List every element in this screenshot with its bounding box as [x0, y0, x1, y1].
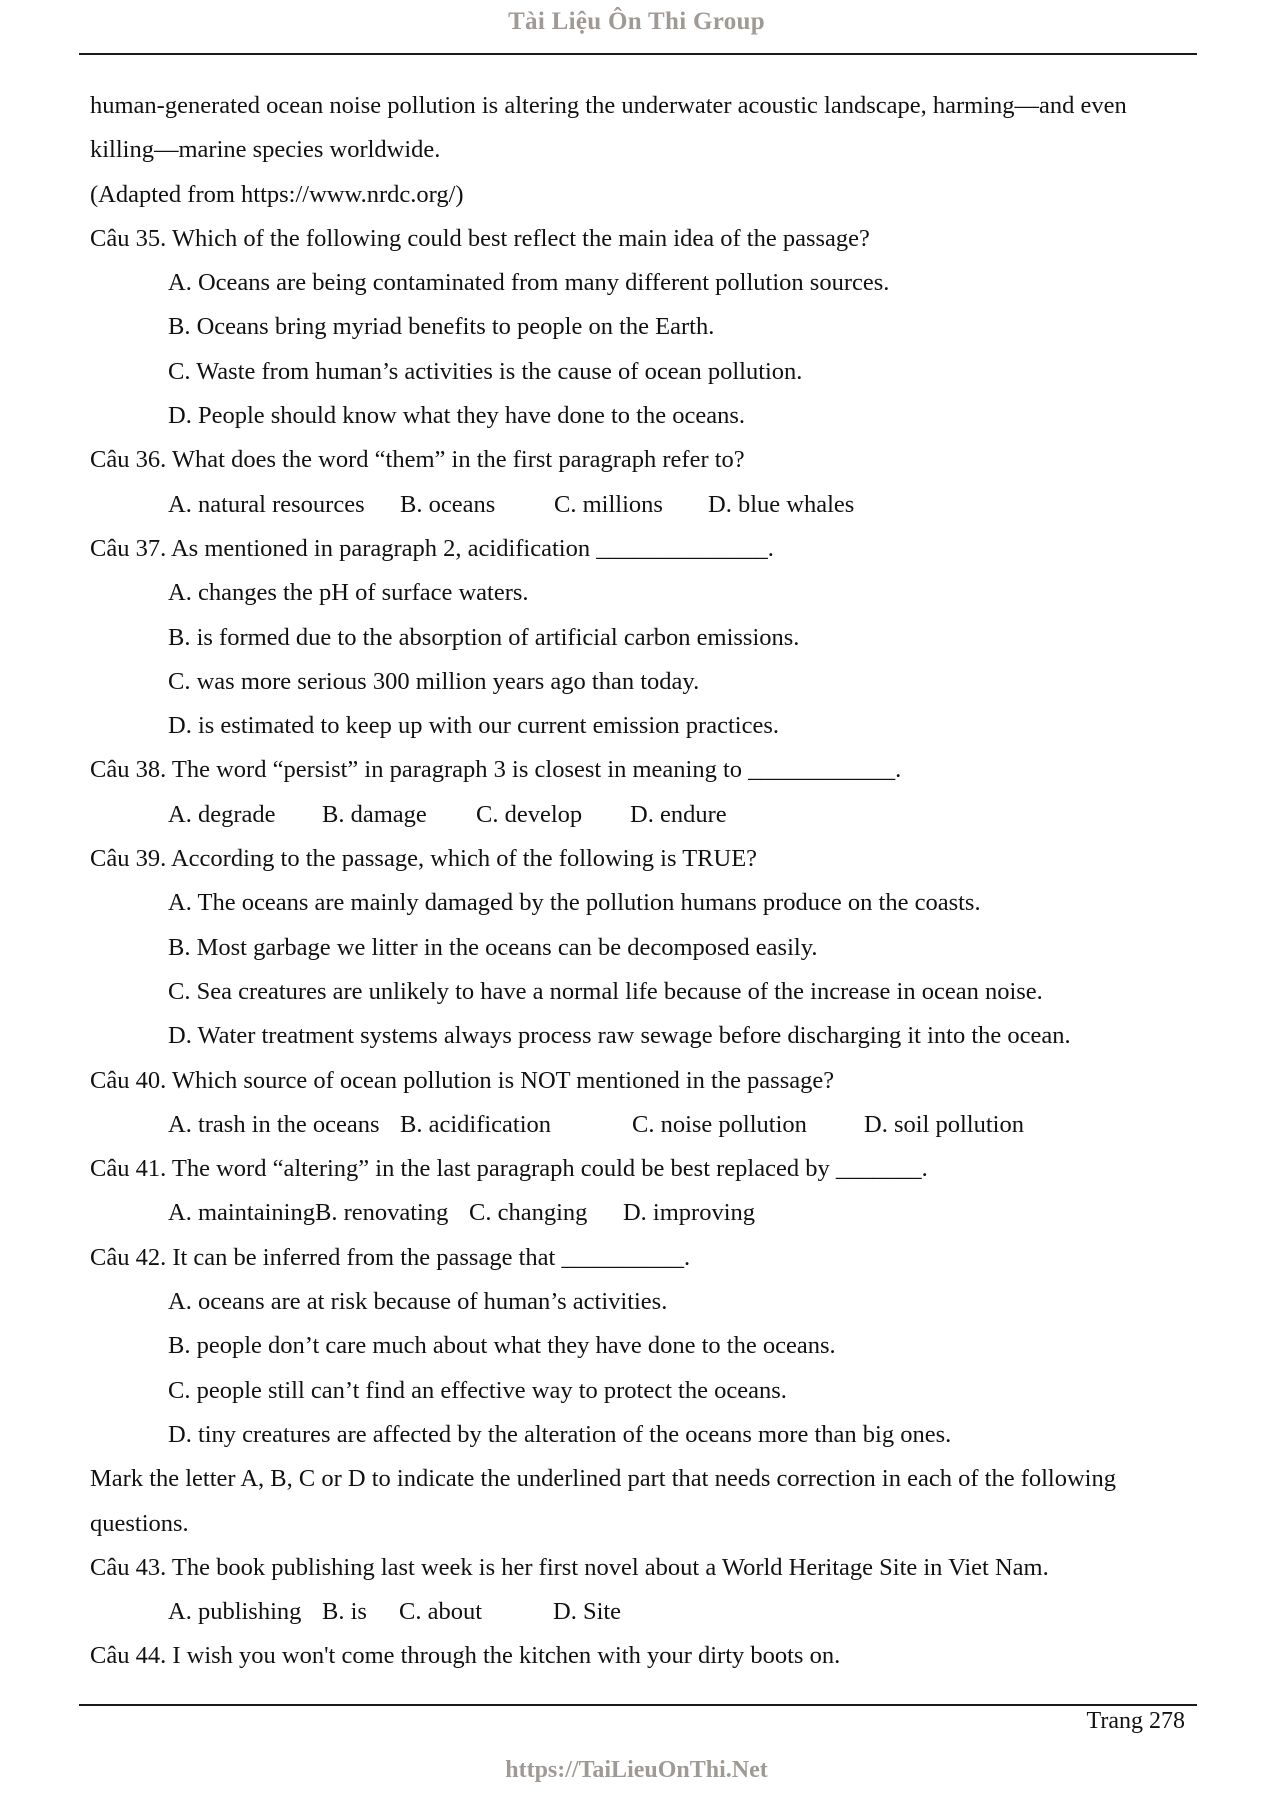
question-38-stem: Câu 38. The word “persist” in paragraph 3 is closest in meaning to ____________. [90, 756, 902, 784]
question-43-option-a: A. publishing [168, 1598, 302, 1626]
question-36-stem: Câu 36. What does the word “them” in the first paragraph refer to? [90, 446, 745, 474]
question-42-option-c: C. people still can’t find an effective way to protect the oceans. [168, 1376, 787, 1404]
question-41-option-a: A. maintaining [168, 1199, 315, 1227]
question-35-option-c: C. Waste from human’s activities is the cause of ocean pollution. [168, 357, 803, 385]
question-39-option-c: C. Sea creatures are unlikely to have a normal life because of the increase in ocean noise. [168, 977, 1043, 1005]
document-body [90, 84, 1190, 1679]
section-instruction: questions. [90, 1509, 189, 1537]
footer-divider [79, 1704, 1197, 1706]
question-40-option-a: A. trash in the oceans [168, 1110, 380, 1138]
header-divider [79, 53, 1197, 55]
question-43-stem: Câu 43. The book publishing last week is her first novel about a World Heritage Site in Viet Nam. [90, 1553, 1049, 1581]
question-39-option-b: B. Most garbage we litter in the oceans can be decomposed easily. [168, 933, 818, 961]
passage-source: (Adapted from https://www.nrdc.org/) [90, 180, 464, 208]
question-37-option-b: B. is formed due to the absorption of artificial carbon emissions. [168, 623, 800, 651]
question-35-stem: Câu 35. Which of the following could best reflect the main idea of the passage? [90, 224, 870, 252]
question-35-option-d: D. People should know what they have done to the oceans. [168, 402, 745, 430]
question-37-option-d: D. is estimated to keep up with our current emission practices. [168, 712, 779, 740]
question-41-option-b: B. renovating [314, 1199, 449, 1227]
question-40-stem: Câu 40. Which source of ocean pollution is NOT mentioned in the passage? [90, 1066, 835, 1094]
question-40-options [90, 1103, 1190, 1147]
question-36-option-a: A. natural resources [168, 490, 365, 518]
question-40-option-b: B. acidification [400, 1110, 552, 1138]
question-43-options [90, 1590, 1190, 1634]
question-43-option-d: D. Site [553, 1598, 622, 1626]
question-35-option-a: A. Oceans are being contaminated from many different pollution sources. [168, 269, 890, 297]
question-39-stem: Câu 39. According to the passage, which of the following is TRUE? [90, 845, 758, 873]
question-42-option-d: D. tiny creatures are affected by the alteration of the oceans more than big ones. [168, 1420, 952, 1448]
footer-url: https://TaiLieuOnThi.Net [505, 1757, 768, 1783]
page-header-title: Tài Liệu Ôn Thi Group [508, 8, 765, 35]
question-41-option-d: D. improving [622, 1199, 756, 1227]
passage-line: human-generated ocean noise pollution is altering the underwater acoustic landscape, harming—and even [90, 92, 1127, 119]
question-37-option-a: A. changes the pH of surface waters. [168, 579, 529, 607]
question-37-option-c: C. was more serious 300 million years ago than today. [168, 667, 700, 695]
question-37-stem: Câu 37. As mentioned in paragraph 2, acidification ______________. [90, 534, 774, 562]
passage-line: killing—marine species worldwide. [90, 136, 441, 164]
question-36-option-b: B. oceans [400, 490, 496, 518]
question-36-option-d: D. blue whales [708, 490, 855, 518]
question-42-stem: Câu 42. It can be inferred from the passage that __________. [90, 1243, 691, 1271]
question-44-stem: Câu 44. I wish you won't come through the kitchen with your dirty boots on. [90, 1642, 841, 1670]
question-41-option-c: C. changing [468, 1199, 588, 1227]
question-38-option-b: B. damage [322, 800, 427, 828]
question-40-option-d: D. soil pollution [864, 1110, 1024, 1138]
page-number: Trang 278 [1086, 1708, 1185, 1734]
question-36-options [90, 483, 1190, 527]
question-41-options [90, 1191, 1190, 1235]
question-38-options [90, 793, 1190, 837]
question-38-option-d: D. endure [630, 800, 727, 828]
question-35-option-b: B. Oceans bring myriad benefits to people on the Earth. [168, 313, 715, 341]
question-43-option-b: B. is [322, 1598, 367, 1626]
question-40-option-c: C. noise pollution [632, 1110, 807, 1138]
question-36-option-c: C. millions [554, 490, 663, 518]
question-41-stem: Câu 41. The word “altering” in the last paragraph could be best replaced by _______. [90, 1155, 928, 1183]
question-42-option-b: B. people don’t care much about what they have done to the oceans. [168, 1332, 836, 1360]
question-38-option-a: A. degrade [168, 800, 276, 828]
question-38-option-c: C. develop [476, 800, 583, 828]
question-42-option-a: A. oceans are at risk because of human’s activities. [168, 1288, 668, 1316]
section-instruction: Mark the letter A, B, C or D to indicate the underlined part that needs correction in each of the following [90, 1465, 1116, 1493]
question-43-option-c: C. about [399, 1598, 483, 1626]
question-39-option-d: D. Water treatment systems always process raw sewage before discharging it into the ocean. [168, 1022, 1071, 1050]
question-39-option-a: A. The oceans are mainly damaged by the pollution humans produce on the coasts. [168, 889, 981, 917]
